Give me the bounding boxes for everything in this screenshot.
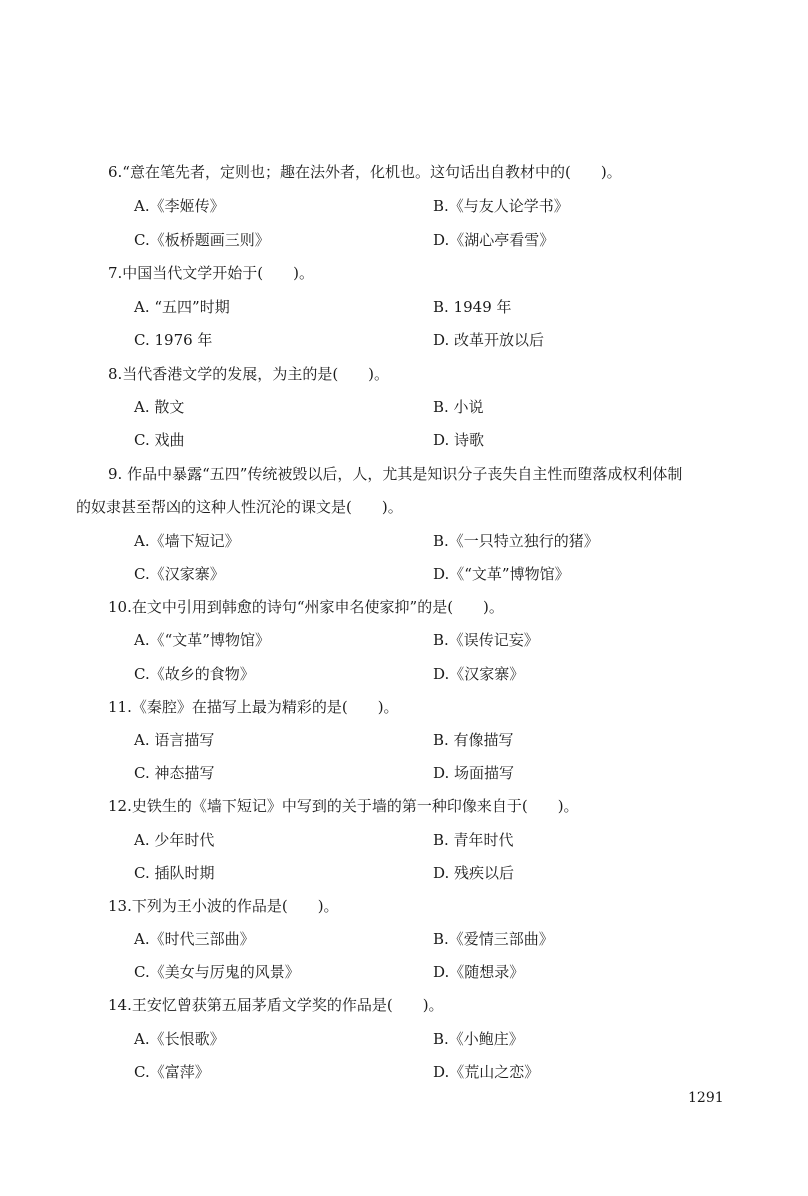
question-10-option-c: C.《故乡的食物》 (134, 665, 255, 683)
question-13-option-d: D.《随想录》 (433, 963, 525, 981)
question-12-option-c: C. 插队时期 (134, 864, 215, 882)
question-14-option-a: A.《长恨歌》 (134, 1030, 225, 1048)
question-14-option-b: B.《小鲍庄》 (433, 1030, 524, 1048)
question-9-option-d: D.《“文革”博物馆》 (433, 565, 570, 583)
question-8-option-d: D. 诗歌 (433, 431, 485, 449)
question-6-option-a: A.《李姬传》 (134, 197, 225, 215)
question-12-stem: 12.史铁生的《墙下短记》中写到的关于墙的第一种印像来自于( )。 (108, 797, 579, 815)
question-10-option-a: A.《“文革”博物馆》 (134, 631, 270, 649)
question-7-option-a: A. “五四”时期 (134, 298, 230, 316)
question-9-option-a: A.《墙下短记》 (134, 532, 240, 550)
question-6-option-c: C.《板桥题画三则》 (134, 231, 270, 249)
question-13-stem: 13.下列为王小波的作品是( )。 (108, 897, 339, 915)
question-7-option-c: C. 1976 年 (134, 331, 213, 349)
page-number: 1291 (688, 1090, 724, 1106)
question-11-option-c: C. 神态描写 (134, 764, 215, 782)
question-6-stem: 6.“意在笔先者，定则也；趣在法外者，化机也。这句话出自教材中的( )。 (108, 163, 622, 181)
question-8-option-b: B. 小说 (433, 398, 484, 416)
question-11-option-b: B. 有像描写 (433, 731, 514, 749)
question-6-option-b: B.《与友人论学书》 (433, 197, 569, 215)
question-9-stem-line-1: 9. 作品中暴露“五四”传统被毁以后，人，尤其是知识分子丧失自主性而堕落成权利体制 (108, 465, 683, 483)
question-10-option-b: B.《误传记妄》 (433, 631, 539, 649)
question-14-option-d: D.《荒山之恋》 (433, 1063, 540, 1081)
question-14-stem: 14.王安忆曾获第五届茅盾文学奖的作品是( )。 (108, 996, 444, 1014)
question-11-option-a: A. 语言描写 (134, 731, 215, 749)
question-8-option-c: C. 戏曲 (134, 431, 185, 449)
question-11-option-d: D. 场面描写 (433, 764, 515, 782)
question-8-option-a: A. 散文 (134, 398, 185, 416)
question-12-option-d: D. 残疾以后 (433, 864, 515, 882)
question-10-option-d: D.《汉家寨》 (433, 665, 525, 683)
question-9-stem-line-2: 的奴隶甚至帮凶的这种人性沉沦的课文是( )。 (76, 498, 403, 516)
question-13-option-a: A.《时代三部曲》 (134, 930, 255, 948)
question-14-option-c: C.《富萍》 (134, 1063, 210, 1081)
question-11-stem: 11.《秦腔》在描写上最为精彩的是( )。 (108, 698, 399, 716)
question-9-option-c: C.《汉家寨》 (134, 565, 225, 583)
question-7-option-d: D. 改革开放以后 (433, 331, 545, 349)
question-7-option-b: B. 1949 年 (433, 298, 512, 316)
question-13-option-b: B.《爱情三部曲》 (433, 930, 554, 948)
question-10-stem: 10.在文中引用到韩愈的诗句“州家申名使家抑”的是( )。 (108, 598, 504, 616)
question-9-option-b: B.《一只特立独行的猪》 (433, 532, 599, 550)
question-6-option-d: D.《湖心亭看雪》 (433, 231, 555, 249)
question-7-stem: 7.中国当代文学开始于( )。 (108, 264, 315, 282)
question-12-option-b: B. 青年时代 (433, 831, 514, 849)
question-13-option-c: C.《美女与厉鬼的风景》 (134, 963, 300, 981)
question-8-stem: 8.当代香港文学的发展，为主的是( )。 (108, 365, 390, 383)
question-12-option-a: A. 少年时代 (134, 831, 215, 849)
